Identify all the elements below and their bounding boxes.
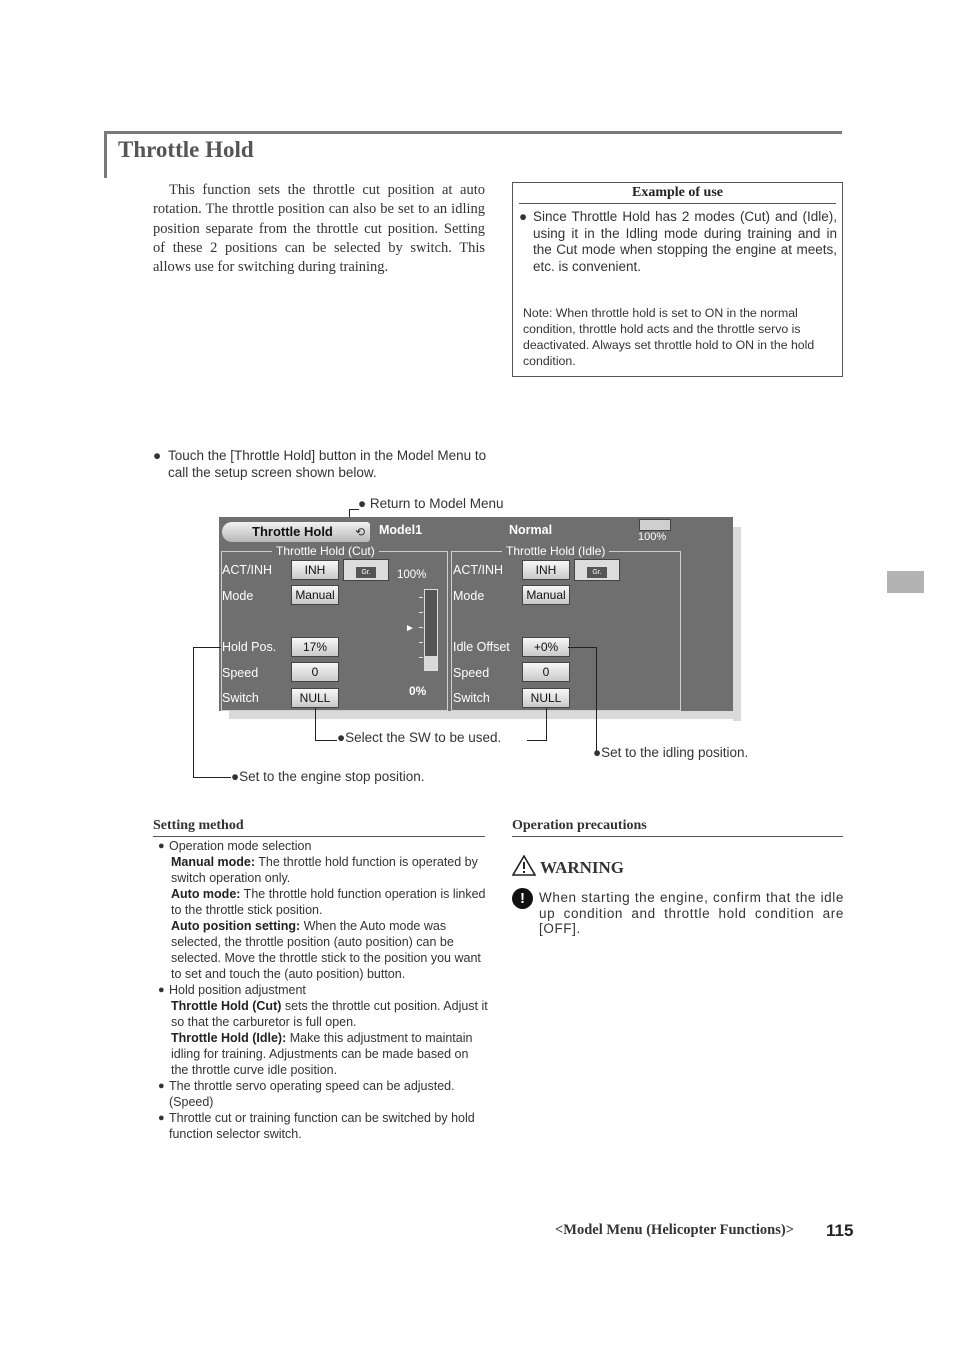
callout-line <box>315 708 316 741</box>
bullet-icon: ● <box>153 448 162 463</box>
callout-line <box>315 740 337 741</box>
gauge-tick <box>419 597 423 598</box>
idle-act-label: ACT/INH <box>453 563 503 577</box>
cut-speed-label: Speed <box>222 666 259 680</box>
idle-speed-label: Speed <box>453 666 490 680</box>
list-item <box>158 1078 488 1110</box>
example-bullet-text: Since Throttle Hold has 2 modes (Cut) and (Idle), using it in the Idling mode during training and in the Cut mode when stopping the engine at meets, etc. is convenient. <box>533 209 837 274</box>
idle-offset-label: Idle Offset <box>453 640 510 654</box>
bullet-icon: ● <box>358 496 367 511</box>
warning-label: WARNING <box>539 858 625 877</box>
idle-switch-label: Switch <box>453 691 490 705</box>
touch-note-text: Touch the [Throttle Hold] button in the Model Menu to call the setup screen shown below. <box>168 448 487 480</box>
idle-switch-button[interactable]: NULL <box>522 688 570 708</box>
hold-idle-text: Make this adjustment to maintain idling for training. Adjustments can be made based on the throttle curve idle position. <box>171 1031 473 1077</box>
auto-position-text: When the Auto mode was selected, the throttle position (auto position) can be selected. Move the throttle stick to the position you want to set and touch the (auto position) button. <box>171 919 481 981</box>
gauge-tick <box>419 657 423 658</box>
condition-name: Normal <box>509 523 553 537</box>
bullet-icon: ● <box>158 840 165 852</box>
setting-method-heading: Setting method <box>153 818 485 837</box>
list-subitem <box>158 998 488 1030</box>
screen-shadow <box>733 527 741 721</box>
callout-line <box>546 708 547 741</box>
gauge-tick <box>419 612 423 613</box>
list-item <box>158 1110 488 1142</box>
item-text: Operation mode selection <box>169 839 312 853</box>
bullet-icon: ● <box>519 209 528 224</box>
model-name: Model1 <box>379 523 423 537</box>
cut-mode-button[interactable]: Manual <box>291 585 339 605</box>
intro-paragraph <box>153 181 485 277</box>
manual-mode-label: Manual mode: <box>171 855 256 869</box>
list-subitem <box>158 886 488 918</box>
callout-line <box>193 647 194 778</box>
example-box <box>512 182 843 377</box>
hold-idle-label: Throttle Hold (Idle): <box>171 1031 287 1045</box>
back-arrow-icon[interactable]: ⟲ <box>354 525 366 539</box>
cut-switch-button[interactable]: NULL <box>291 688 339 708</box>
callout-line <box>568 647 596 648</box>
exclamation-icon: ! <box>512 888 533 909</box>
intro-text: This function sets the throttle cut position at auto rotation. The throttle position can also be set to an idling position separate from the throttle cut position. Setting of these 2 positions can be selected by switch. This allows use for switching during training. <box>153 182 485 276</box>
gauge-bottom-label: 0% <box>409 684 427 698</box>
auto-mode-text: The throttle hold function operation is linked to the throttle stick position. <box>171 887 486 917</box>
gauge-pointer-icon: ► <box>405 623 415 634</box>
list-item <box>158 982 488 998</box>
setting-method-list <box>158 838 488 1142</box>
warning-triangle-icon <box>512 855 536 876</box>
idle-offset-button[interactable]: +0% <box>522 637 570 657</box>
list-item <box>158 838 488 854</box>
auto-mode-label: Auto mode: <box>171 887 241 901</box>
callout-line <box>193 647 221 648</box>
cut-speed-button[interactable]: 0 <box>291 662 339 682</box>
warning-heading <box>512 855 624 878</box>
operation-precautions-heading: Operation precautions <box>512 818 843 837</box>
callout-return-text: Return to Model Menu <box>369 496 504 511</box>
footer-section-name: <Model Menu (Helicopter Functions)> <box>555 1222 794 1238</box>
gauge-tick <box>419 627 423 628</box>
example-bullet <box>519 209 837 275</box>
transmitter-screen <box>219 517 733 711</box>
callout-line <box>527 740 547 741</box>
callout-return <box>358 496 504 511</box>
callout-engine-stop: ●Set to the engine stop position. <box>231 769 425 784</box>
throttle-gauge <box>424 589 438 671</box>
bullet-icon: ● <box>158 984 165 996</box>
battery-icon <box>639 519 671 531</box>
group-icon: Gr. <box>587 567 607 578</box>
bullet-icon: ● <box>158 1080 165 1092</box>
manual-mode-text: The throttle hold function is operated by switch operation only. <box>171 855 478 885</box>
gauge-tick <box>419 642 423 643</box>
item-text: The throttle servo operating speed can be adjusted. (Speed) <box>169 1079 455 1109</box>
callout-line <box>596 647 597 753</box>
touch-note <box>153 448 493 481</box>
idle-group-button[interactable] <box>574 559 620 581</box>
hold-cut-label: Throttle Hold (Cut) <box>171 999 282 1013</box>
cut-group-button[interactable] <box>343 559 389 581</box>
page-number: 115 <box>826 1221 854 1240</box>
callout-line <box>193 777 231 778</box>
idle-mode-button[interactable]: Manual <box>522 585 570 605</box>
cut-mode-label: Mode <box>222 589 254 603</box>
cut-pos-label: Hold Pos. <box>222 640 277 654</box>
auto-position-label: Auto position setting: <box>171 919 301 933</box>
idle-speed-button[interactable]: 0 <box>522 662 570 682</box>
list-subitem <box>158 918 488 982</box>
throttle-hold-tab[interactable] <box>222 522 370 542</box>
cut-act-label: ACT/INH <box>222 563 272 577</box>
section-side-tab <box>887 571 924 593</box>
idle-act-button[interactable]: INH <box>522 560 570 580</box>
hold-cut-text: sets the throttle cut position. Adjust it so that the carburetor is full open. <box>171 999 488 1029</box>
item-text: Hold position adjustment <box>169 983 306 997</box>
group-idle-title: Throttle Hold (Idle) <box>502 544 609 558</box>
gauge-fill <box>425 656 437 670</box>
tab-label: Throttle Hold <box>252 524 333 539</box>
idle-mode-label: Mode <box>453 589 485 603</box>
cut-switch-label: Switch <box>222 691 259 705</box>
battery-level: 100% <box>638 531 667 543</box>
cut-act-button[interactable]: INH <box>291 560 339 580</box>
list-subitem <box>158 854 488 886</box>
list-subitem <box>158 1030 488 1078</box>
item-text: Throttle cut or training function can be switched by hold function selector switch. <box>169 1111 475 1141</box>
title-side-rule <box>104 131 107 178</box>
group-icon: Gr. <box>356 567 376 578</box>
callout-select-sw: ●Select the SW to be used. <box>337 730 502 745</box>
page-title: Throttle Hold <box>118 137 254 162</box>
title-rule <box>104 131 842 134</box>
example-title: Example of use <box>519 185 836 204</box>
cut-pos-button[interactable]: 17% <box>291 637 339 657</box>
example-note: Note: When throttle hold is set to ON in the normal condition, throttle hold acts and the throttle servo is deactivated. Always set throttle hold to ON in the hold condition. <box>523 306 815 368</box>
callout-idling: ●Set to the idling position. <box>593 745 749 760</box>
warning-text: When starting the engine, confirm that the idle up condition and throttle hold condition are [OFF]. <box>539 890 844 936</box>
bullet-icon: ● <box>158 1112 165 1124</box>
gauge-top-label: 100% <box>397 569 427 581</box>
group-cut-title: Throttle Hold (Cut) <box>272 544 379 558</box>
screen-shadow <box>229 711 741 719</box>
